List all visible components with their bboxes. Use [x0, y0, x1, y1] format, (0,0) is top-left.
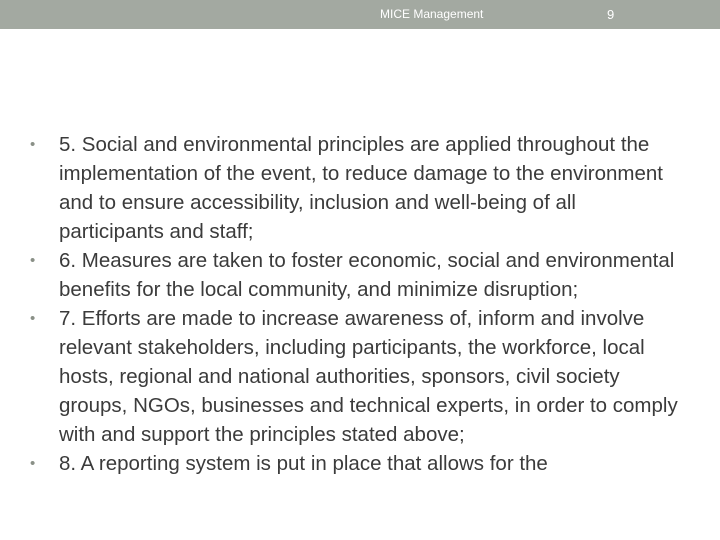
slide-page-number: 9 — [607, 7, 615, 22]
bullet-icon — [30, 304, 59, 333]
bullet-item — [30, 130, 680, 246]
bullet-list — [30, 130, 680, 478]
header-bar — [0, 0, 720, 29]
bullet-text: 6. Measures are taken to foster economic, social and environmental benefits for the local community, and minimize disruption; — [59, 249, 675, 301]
bullet-item — [30, 449, 680, 478]
bullet-icon — [30, 130, 59, 159]
slide-header-title: MICE Management — [380, 7, 484, 21]
bullet-icon — [30, 246, 59, 275]
bullet-item — [30, 246, 680, 304]
bullet-text: 8. A reporting system is put in place that allows for the — [59, 452, 548, 475]
bullet-text: 7. Efforts are made to increase awareness of, inform and involve relevant stakeholders, including participants, the workforce, local hosts, regional and national authorities, sponsors, civil society groups, NGOs, businesses and technical experts, in order to comply with and support the principles stated above; — [59, 307, 678, 446]
bullet-text: 5. Social and environmental principles are applied throughout the implementation of the event, to reduce damage to the environment and to ensure accessibility, inclusion and well-being of all participants and staff; — [59, 133, 663, 243]
bullet-icon — [30, 449, 59, 478]
bullet-item — [30, 304, 680, 449]
